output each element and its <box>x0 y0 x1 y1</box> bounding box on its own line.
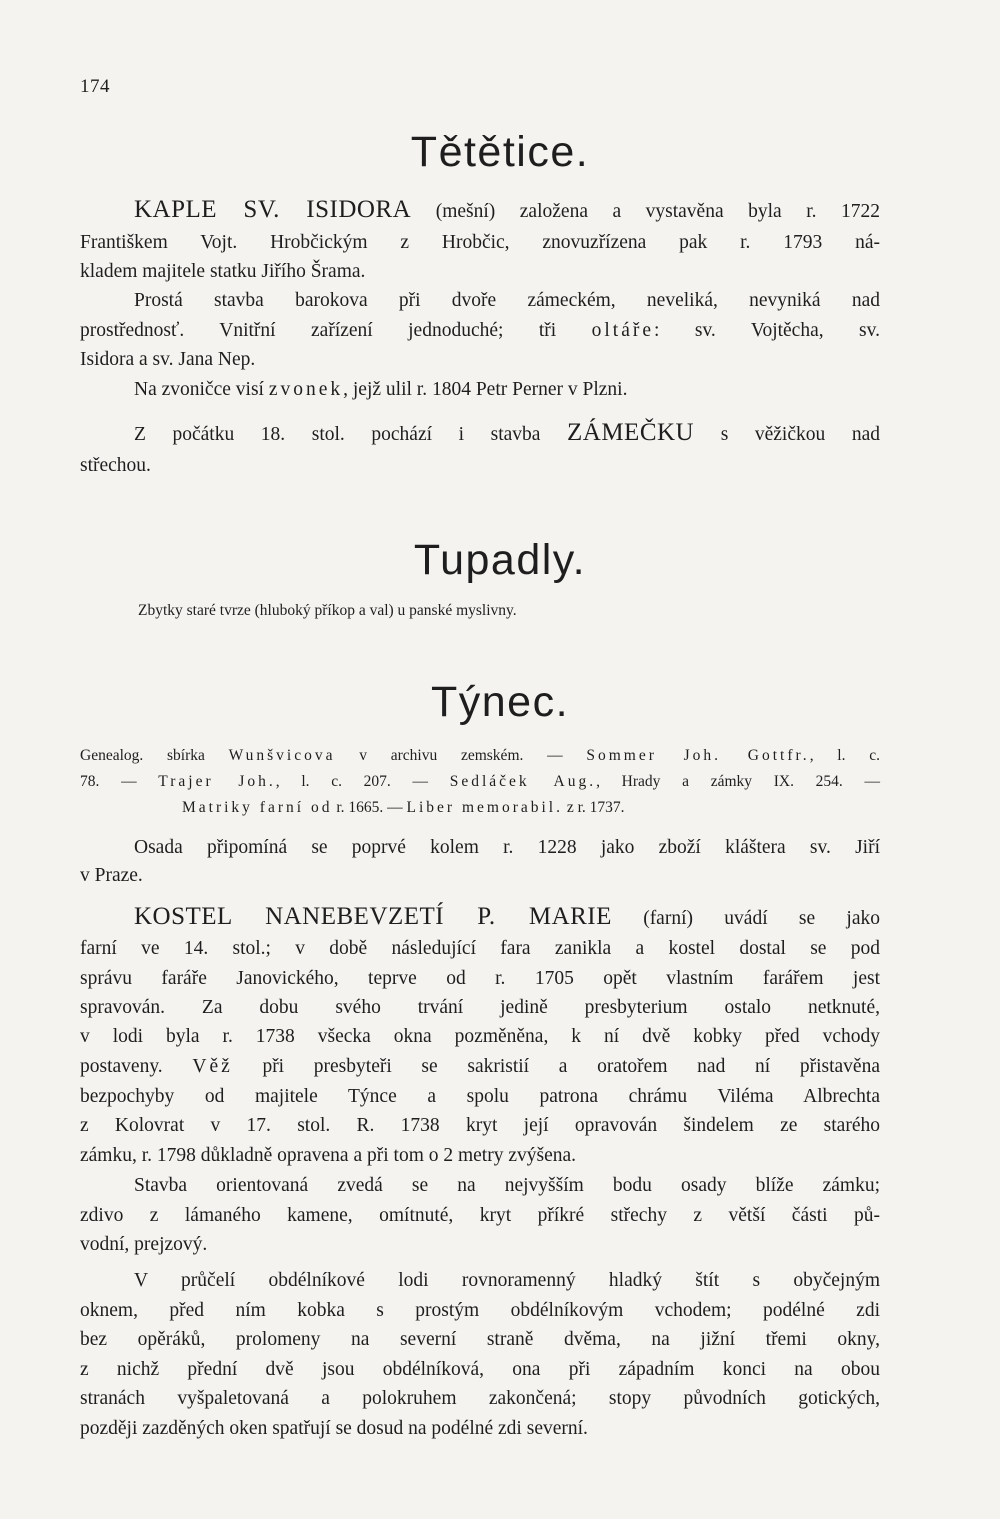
text-span: (mešní) založena a vystavěna byla r. 1722 <box>411 201 880 222</box>
text-span: při presbyteři se sakristií a oratořem nad ní přistavěna <box>232 1056 880 1077</box>
heading-tetetice: Tětětice. <box>410 128 590 176</box>
paragraph-line: Isidora a sv. Jana Nep. <box>80 349 256 370</box>
paragraph-line: stranách vyšpaletovaná a polokruhem zakončená; stopy původních gotických, <box>80 1388 880 1409</box>
bibliography-line <box>182 794 822 822</box>
paragraph-line: oknem, před ním kobka s prostým obdélníkovým vchodem; podélné zdi <box>80 1300 880 1321</box>
text-span: , Hrady a zámky IX. 254. — <box>596 773 880 790</box>
text-span: s věžičkou nad <box>694 424 880 445</box>
paragraph-line: z Kolovrat v 17. stol. R. 1738 kryt její opravován šindelem ze starého <box>80 1115 880 1136</box>
spaced-text: Sedláček Aug. <box>449 773 597 790</box>
text-span: 78. — <box>80 773 159 790</box>
spaced-text: Trajer Joh. <box>158 773 276 790</box>
text-span: v archivu zemském. — <box>335 747 587 764</box>
bibliography-line <box>80 742 880 770</box>
paragraph-line: kladem majitele statku Jiřího Šrama. <box>80 261 366 282</box>
text-span: , jejž ulil r. 1804 Petr Perner v Plzni. <box>343 379 628 400</box>
paragraph-line <box>134 376 880 404</box>
text-span: , l. c. <box>809 747 880 764</box>
paragraph-line: z nichž přední dvě jsou obdélníková, ona při západním konci na obou <box>80 1359 880 1380</box>
caps-text: ZÁMEČKU <box>567 419 695 446</box>
text-span: prostřednosť. Vnitřní zařízení jednoduché; tři <box>80 320 592 341</box>
paragraph-line: zdivo z lámaného kamene, omítnuté, kryt příkré střechy z větší části pů- <box>80 1205 880 1226</box>
paragraph-line <box>134 419 880 449</box>
heading-tupadly: Tupadly. <box>413 536 587 584</box>
paragraph-line: Františkem Vojt. Hrobčickým z Hrobčic, znovuzřízena pak r. 1793 ná- <box>80 232 880 253</box>
spaced-text: Věž <box>192 1056 233 1077</box>
text-span: Na zvoničce visí <box>134 379 269 400</box>
text-span: , l. c. 207. — <box>275 773 450 790</box>
paragraph-line: v lodi byla r. 1738 všecka okna pozměněna, k ní dvě kobky před vchody <box>80 1026 880 1047</box>
caps-text: KAPLE SV. ISIDORA <box>134 196 412 223</box>
text-span: Genealog. sbírka <box>80 747 229 764</box>
paragraph-line: bez opěráků, prolomeny na severní straně dvěma, na jižní třemi okny, <box>80 1329 880 1350</box>
paragraph-line: správu faráře Janovického, teprve od r. 1705 opět vlastním farářem jest <box>80 968 880 989</box>
paragraph-line <box>80 317 880 345</box>
paragraph-line: farní ve 14. stol.; v době následující fara zanikla a kostel dostal se pod <box>80 938 880 959</box>
paragraph-line: Stavba orientovaná zvedá se na nejvyšším bodu osady blíže zámku; <box>134 1175 880 1196</box>
paragraph-line: vodní, prejzový. <box>80 1234 208 1255</box>
bibliography-line <box>80 768 880 796</box>
heading-tynec: Týnec. <box>430 678 570 726</box>
spaced-text: zvonek <box>268 379 344 400</box>
spaced-text: Matriky farní od <box>182 799 333 816</box>
paragraph-line: spravován. Za dobu svého trvání jedině presbyterium ostalo netknuté, <box>80 997 880 1018</box>
paragraph-line: V průčelí obdélníkové lodi rovnoramenný hladký štít s obyčejným <box>134 1270 880 1291</box>
paragraph-line: Prostá stavba barokova při dvoře zámeckém, neveliká, nevyniká nad <box>134 290 880 311</box>
paragraph-line: v Praze. <box>80 865 143 886</box>
paragraph-line <box>134 196 880 226</box>
spaced-text: Sommer Joh. Gottfr. <box>586 747 810 764</box>
text-span: postaveny. <box>80 1056 193 1077</box>
caps-text: KOSTEL NANEBEVZETÍ P. MARIE <box>134 903 612 930</box>
paragraph-line: Osada připomíná se poprvé kolem r. 1228 jako zboží kláštera sv. Jiří <box>134 837 880 858</box>
paragraph-line: střechou. <box>80 455 151 476</box>
spaced-text: Wunšvicova <box>228 747 336 764</box>
paragraph-line <box>80 1053 880 1081</box>
page-number: 174 <box>80 76 110 97</box>
spaced-text: oltáře <box>591 320 655 341</box>
paragraph-line: bezpochyby od majitele Týnce a spolu patrona chrámu Viléma Albrechta <box>80 1086 880 1107</box>
spaced-text: Liber memorabil. <box>406 799 563 816</box>
text-span: r. 1665. — <box>332 799 407 816</box>
text-span: : sv. Vojtěcha, sv. <box>654 320 880 341</box>
text-span: Z počátku 18. stol. pochází i stavba <box>134 424 567 445</box>
paragraph-line: později zazděných oken spatřují se dosud na podélné zdi severní. <box>80 1418 588 1439</box>
text-span: z r. 1737. <box>562 799 625 816</box>
paragraph-line: zámku, r. 1798 důkladně opravena a při tom o 2 metry zvýšena. <box>80 1145 577 1166</box>
text-span: (farní) uvádí se jako <box>611 908 881 929</box>
paragraph-line <box>134 903 880 933</box>
paragraph-line: Zbytky staré tvrze (hluboký příkop a val) u panské myslivny. <box>138 602 517 619</box>
